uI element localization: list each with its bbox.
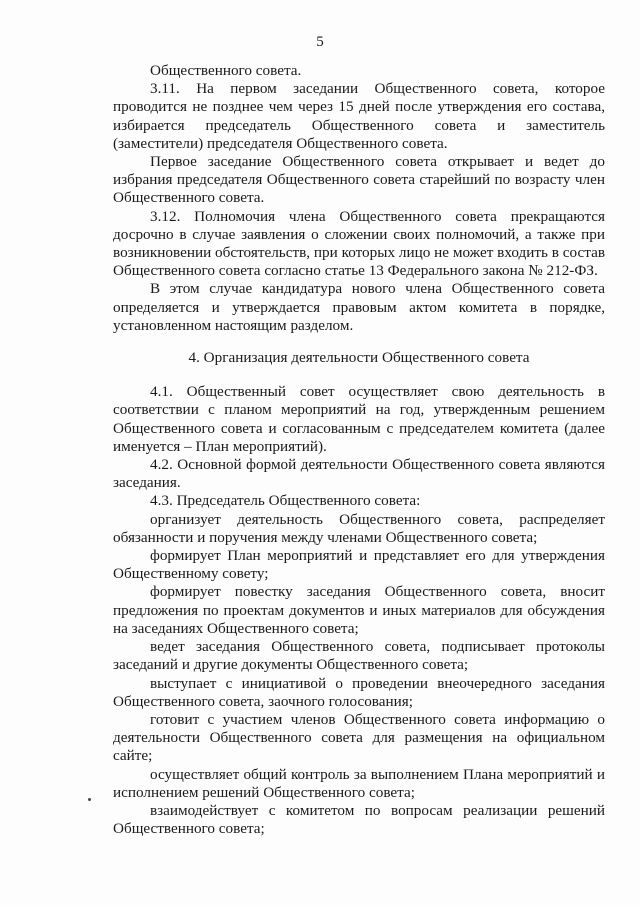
paragraph-4-3: 4.3. Председатель Общественного совета: [150, 492, 421, 510]
document-body [113, 62, 605, 838]
paragraph: Первое заседание Общественного совета открывает и ведет до избрания председателя Общественного совета старейший по возрасту член Общественного совета. [113, 153, 605, 207]
list-item: формирует План мероприятий и представляет его для утверждения Общественному совету; [113, 547, 605, 583]
scan-speck [88, 798, 91, 801]
list-item: организует деятельность Общественного совета, распределяет обязанности и поручения между членами Общественного совета; [113, 510, 605, 546]
section-heading: 4. Организация деятельности Общественного совета [188, 349, 530, 367]
list-item: выступает с инициативой о проведении внеочередного заседания Общественного совета, заочного голосования; [113, 674, 605, 710]
paragraph: Общественного совета. [150, 62, 302, 79]
list-item: ведет заседания Общественного совета, подписывает протоколы заседаний и другие документы Общественного совета; [113, 638, 605, 674]
list-item: взаимодействует с комитетом по вопросам реализации решений Общественного совета; [113, 801, 605, 838]
paragraph-3-12: 3.12. Полномочия члена Общественного совета прекращаются досрочно в случае заявления о сложении своих полномочий, а также при возникновении обстоятельств, при которых лицо не может входить в состав Общественного совета согласно статье 13 Федерального закона № 212-ФЗ. [113, 207, 605, 280]
paragraph-4-2: 4.2. Основной формой деятельности Общественного совета являются заседания. [113, 456, 605, 492]
list-item: готовит с участием членов Общественного совета информацию о деятельности Общественного совета для размещения на официальном сайте; [113, 710, 605, 765]
paragraph-4-1: 4.1. Общественный совет осуществляет свою деятельность в соответствии с планом мероприятий на год, утвержденным решением Общественного совета и согласованным с председателем комитета (далее именуется – План мероприятий). [113, 383, 605, 455]
page-number: 5 [316, 34, 324, 50]
paragraph-3-11: 3.11. На первом заседании Общественного совета, которое проводится не позднее чем через 15 дней после утверждения его состава, избирается председатель Общественного совета и заместитель (заместители) председателя Общественного совета. [113, 80, 605, 152]
list-item: осуществляет общий контроль за выполнением Плана мероприятий и исполнением решений Общественного совета; [113, 765, 605, 801]
list-item: формирует повестку заседания Общественного совета, вносит предложения по проектам документов и иных материалов для обсуждения на заседаниях Общественного совета; [113, 583, 605, 637]
paragraph: В этом случае кандидатура нового члена Общественного совета определяется и утверждается правовым актом комитета в порядке, установленном настоящим разделом. [113, 280, 605, 334]
